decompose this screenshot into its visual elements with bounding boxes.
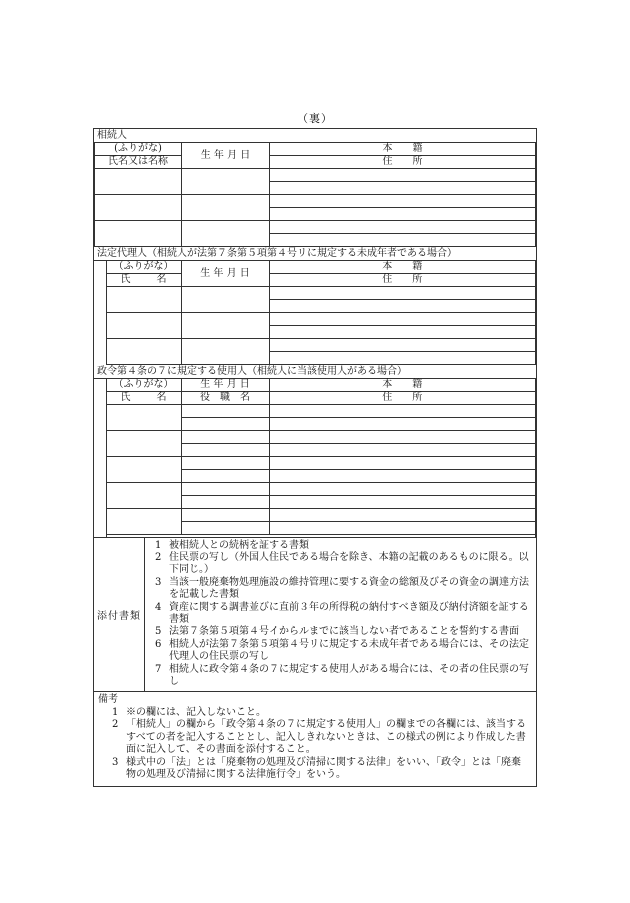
legal-rep-section-title: 法定代理人（相続人が法第７条第５項第４号リに規定する未成年者である場合） bbox=[97, 248, 457, 259]
employee-birth-field[interactable] bbox=[181, 431, 269, 444]
notes-title: 備考 bbox=[98, 694, 118, 706]
heirs-birth-field[interactable] bbox=[182, 195, 270, 221]
employee-address-field[interactable] bbox=[269, 444, 536, 457]
legal-rep-birth-field[interactable] bbox=[181, 313, 269, 339]
employee-position-field[interactable] bbox=[181, 496, 269, 509]
legal-rep-birth-field[interactable] bbox=[181, 287, 269, 313]
employee-name-field[interactable] bbox=[106, 405, 181, 431]
attachment-item: 1 被相続人との続柄を証する書類 bbox=[155, 539, 309, 551]
notes-section bbox=[94, 691, 536, 786]
employee-birth-field[interactable] bbox=[181, 509, 269, 522]
attachment-item: 6 相続人が法第７条第５項第４号リに規定する未成年者である場合には、その法定代理人の住民票の写し bbox=[155, 638, 529, 663]
employee-furigana-header: （ふりがな） bbox=[106, 379, 181, 392]
legal-rep-address-field[interactable] bbox=[269, 326, 536, 339]
attachments-label: 添付書類 bbox=[94, 538, 145, 692]
page-title: （裏） bbox=[297, 112, 333, 125]
note-item: 1 ※の欄には、記入しないこと。 bbox=[112, 706, 266, 718]
legal-rep-table bbox=[94, 260, 536, 365]
heirs-domicile-field[interactable] bbox=[270, 221, 536, 234]
employee-name-field[interactable] bbox=[106, 509, 181, 535]
heirs-birth-field[interactable] bbox=[182, 169, 270, 195]
employee-name-field[interactable] bbox=[106, 483, 181, 509]
attachments-section bbox=[94, 537, 536, 692]
employee-position-field[interactable] bbox=[181, 418, 269, 431]
attachment-item: 2 住民票の写し（外国人住民である場合を除き、本籍の記載のあるものに限る。以下同じ。） bbox=[155, 551, 529, 576]
note-item: 2 「相続人」の欄から「政令第４条の７に規定する使用人」の欄までの各欄には、該当するすべての者を記入することとし、記入しきれないときは、この様式の例により作成した書面に記入して、その書面を添付すること。 bbox=[112, 719, 526, 756]
heirs-address-field[interactable] bbox=[270, 182, 536, 195]
heirs-name-field[interactable] bbox=[95, 195, 182, 221]
attachment-item: 5 法第７条第５項第４号イからルまでに該当しない者であることを誓約する書面 bbox=[155, 626, 519, 638]
employee-domicile-field[interactable] bbox=[269, 509, 536, 522]
heirs-furigana-header: (ふりがな) bbox=[95, 143, 182, 156]
legal-rep-domicile-field[interactable] bbox=[269, 313, 536, 326]
employee-domicile-field[interactable] bbox=[269, 431, 536, 444]
employee-table bbox=[94, 378, 536, 537]
legal-rep-domicile-header: 本 籍 bbox=[269, 261, 536, 274]
heirs-name-header: 氏名又は名称 bbox=[95, 156, 182, 169]
legal-rep-name-field[interactable] bbox=[106, 339, 181, 365]
heirs-address-field[interactable] bbox=[270, 234, 536, 247]
heirs-domicile-header: 本 籍 bbox=[270, 143, 536, 156]
employee-indent bbox=[94, 379, 106, 537]
employee-birth-field[interactable] bbox=[181, 457, 269, 470]
employee-position-field[interactable] bbox=[181, 444, 269, 457]
legal-rep-domicile-field[interactable] bbox=[269, 287, 536, 300]
employee-address-field[interactable] bbox=[269, 522, 536, 535]
attachment-item: 3 当該一般廃棄物処理施設の維持管理に要する資金の総額及びその資金の調達方法を記載した書類 bbox=[155, 576, 529, 601]
employee-position-field[interactable] bbox=[181, 522, 269, 535]
employee-domicile-field[interactable] bbox=[269, 405, 536, 418]
legal-rep-domicile-field[interactable] bbox=[269, 339, 536, 352]
attachment-item: 4 資産に関する調書並びに直前３年の所得税の納付すべき額及び納付済額を証する書類 bbox=[155, 601, 529, 625]
employee-birth-field[interactable] bbox=[181, 405, 269, 418]
legal-rep-address-field[interactable] bbox=[269, 300, 536, 313]
employee-position-header: 役 職 名 bbox=[181, 392, 269, 405]
heirs-address-field[interactable] bbox=[270, 208, 536, 221]
employee-position-field[interactable] bbox=[181, 470, 269, 483]
legal-rep-birth-header: 生 年 月 日 bbox=[181, 261, 269, 287]
employee-domicile-field[interactable] bbox=[269, 457, 536, 470]
employee-section-title: 政令第４条の７に規定する使用人（相続人に当該使用人がある場合） bbox=[97, 366, 407, 377]
legal-rep-indent bbox=[94, 261, 106, 365]
employee-name-field[interactable] bbox=[106, 431, 181, 457]
employee-name-field[interactable] bbox=[106, 457, 181, 483]
heirs-name-field[interactable] bbox=[95, 169, 182, 195]
heirs-table bbox=[94, 142, 536, 247]
heirs-birth-field[interactable] bbox=[182, 221, 270, 247]
legal-rep-furigana-header: （ふりがな） bbox=[106, 261, 181, 274]
heirs-domicile-field[interactable] bbox=[270, 169, 536, 182]
employee-address-field[interactable] bbox=[269, 418, 536, 431]
employee-birth-field[interactable] bbox=[181, 483, 269, 496]
heirs-domicile-field[interactable] bbox=[270, 195, 536, 208]
employee-address-field[interactable] bbox=[269, 496, 536, 509]
employee-address-header: 住 所 bbox=[269, 392, 536, 405]
legal-rep-address-header: 住 所 bbox=[269, 274, 536, 287]
employee-domicile-field[interactable] bbox=[269, 483, 536, 496]
attachment-item: 7 相続人に政令第４条の７に規定する使用人がある場合には、その者の住民票の写し bbox=[155, 663, 529, 687]
legal-rep-name-header: 氏 名 bbox=[106, 274, 181, 287]
employee-name-header: 氏 名 bbox=[106, 392, 181, 405]
heirs-section-title: 相続人 bbox=[97, 130, 127, 141]
legal-rep-name-field[interactable] bbox=[106, 287, 181, 313]
employee-domicile-header: 本 籍 bbox=[269, 379, 536, 392]
legal-rep-name-field[interactable] bbox=[106, 313, 181, 339]
legal-rep-birth-field[interactable] bbox=[181, 339, 269, 365]
employee-birth-header: 生 年 月 日 bbox=[181, 379, 269, 392]
employee-address-field[interactable] bbox=[269, 470, 536, 483]
note-item: 3 様式中の「法」とは「廃棄物の処理及び清掃に関する法律」をいい、「政令」とは「廃棄物の処理及び清掃に関する法律施行令」をいう。 bbox=[112, 756, 521, 781]
heirs-name-field[interactable] bbox=[95, 221, 182, 247]
heirs-address-header: 住 所 bbox=[270, 156, 536, 169]
heirs-birth-header: 生 年 月 日 bbox=[182, 143, 270, 169]
legal-rep-address-field[interactable] bbox=[269, 352, 536, 365]
inheritance-form bbox=[93, 128, 537, 787]
attachments-list bbox=[145, 538, 536, 692]
